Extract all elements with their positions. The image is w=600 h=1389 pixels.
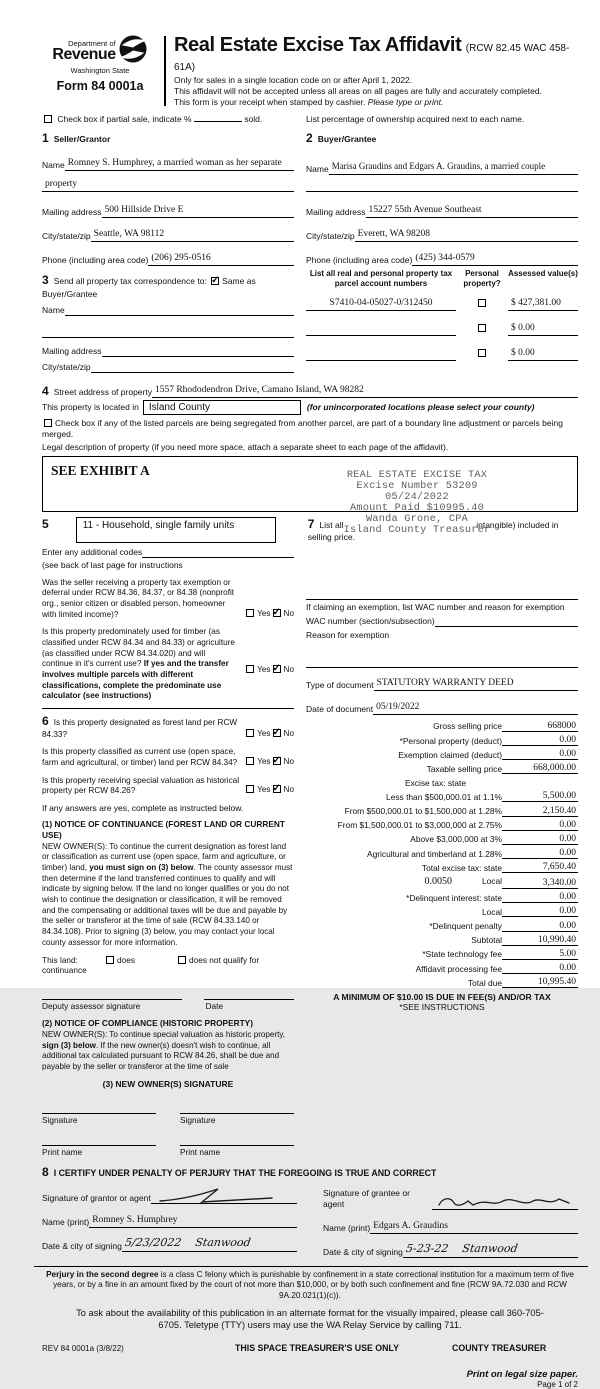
deputy-date-field[interactable] (204, 989, 294, 1000)
seller-name-label: Name (42, 160, 65, 171)
tier1-field[interactable] (502, 791, 578, 802)
ownership-percent-note: List percentage of ownership acquired next to each name. (306, 114, 525, 125)
deputy-date-label: Date (205, 1001, 224, 1012)
parcel-col-header: List all real and personal property tax parcel account numbers (309, 269, 453, 289)
street-address-field[interactable] (152, 379, 578, 398)
additional-codes-label: Enter any additional codes (42, 546, 143, 557)
seller-phone-label: Phone (including area code) (42, 255, 149, 266)
signature-label-1: Signature (42, 1114, 78, 1125)
amount-row-tier1 (306, 791, 578, 802)
amount-row-local (306, 876, 578, 889)
seller-address-field[interactable] (102, 199, 294, 218)
tier1-value: 5,500.00 (542, 791, 576, 802)
section7-post: intangible) included in selling (307, 520, 559, 543)
amount-row-delinquent-interest (306, 892, 578, 903)
local-label: Local (481, 876, 502, 887)
does-not-qualify-checkbox[interactable] (178, 956, 186, 964)
legal-description-box[interactable] (42, 456, 578, 512)
tax-column (306, 547, 578, 1157)
buyer-phone-field[interactable] (412, 247, 578, 266)
see-back-note: (see back of last page for instructions (42, 559, 183, 570)
amount-row-tech-fee (306, 949, 578, 960)
parcel-row (306, 317, 578, 336)
does-not-label: does not qualify for (189, 955, 260, 966)
classification-column (42, 547, 294, 1157)
personal-property-col-header: Personal property? (463, 269, 501, 289)
partial-sale-row (42, 114, 578, 125)
grantor-sig-label: Signature of grantor or agent (42, 1192, 151, 1203)
tier2-field[interactable] (502, 806, 578, 817)
exhibit-note: SEE EXHIBIT A (51, 463, 150, 479)
section-5-number: 5 (42, 517, 49, 532)
assessed-value-field-3[interactable] (508, 342, 578, 361)
q1-no-checkbox[interactable] (272, 606, 281, 618)
grantee-signature-image (435, 1194, 575, 1209)
stamp-line-1: REAL ESTATE EXCISE TAX (346, 469, 488, 482)
street-address-value: 1557 Rhododendron Drive, Camano Island, WA 98282 (154, 384, 364, 395)
compliance-paragraph: NEW OWNER(S): To continue special valuation as historic property, sign (3) below. If the new owner(s) doesn't wish to continue, all additional tax calculated pursuant to RCW 84.26, shall be due and payable by the seller or transferor at the time of sale (42, 1030, 286, 1072)
stamp-line-4: Amount Paid $10995.40 (350, 501, 484, 514)
stamp-line-5: Wanda Grone, CPA (365, 512, 469, 525)
form-header (42, 34, 578, 108)
county-treasurer-label: COUNTY TREASURER (452, 1342, 547, 1353)
accessibility-note: To ask about the availability of this publication in an alternate format for the visually impaired, please call 360-705-6705. Teletype (TTY) users may use the WA Relay Service by calling 711. (76, 1307, 544, 1330)
subtotal-value: 10,990.40 (538, 934, 576, 945)
buyer-name-field-line2[interactable] (306, 181, 578, 192)
print-name-label-1: Print name (42, 1146, 83, 1157)
new-owner-print-field-2[interactable] (180, 1135, 294, 1146)
parcel-row (306, 292, 578, 311)
assessed-value-col-header: Assessed value(s) (508, 269, 578, 279)
check-icon: ✓ (272, 726, 281, 738)
agricultural-label: Agricultural and timberland at 1.28% (366, 848, 502, 859)
reason-for-exemption-label: Reason for exemption (306, 629, 390, 640)
section-6-number: 6 (42, 714, 49, 729)
amount-row-tier2 (306, 806, 578, 817)
taxable-selling-price-value: 668,000.00 (533, 763, 576, 774)
same-as-buyer-checkbox[interactable] (211, 277, 219, 285)
new-owner-signature-heading: (3) NEW OWNER(S) SIGNATURE (102, 1078, 234, 1089)
grantee-date-value: 5-23-22 Stanwood (404, 1241, 519, 1255)
state-technology-fee-value: 5.00 (559, 948, 576, 959)
see-instructions-note: *SEE INSTRUCTIONS (399, 1002, 485, 1013)
excise-tax-state-spacer (502, 778, 578, 788)
continuance-heading: (1) NOTICE OF CONTINUANCE (FOREST LAND OR CURRENT USE) (42, 818, 285, 840)
q2-yes-checkbox[interactable] (246, 665, 254, 673)
correspondence-name-field[interactable] (65, 305, 294, 316)
check-icon: ✓ (272, 663, 281, 675)
buyer-address-label: Mailing address (306, 207, 366, 218)
delinquent-interest-field[interactable] (502, 892, 578, 903)
does-qualify-checkbox[interactable] (106, 956, 114, 964)
form-number: Form 84 0001a (56, 79, 144, 93)
parcel-number-field-2[interactable] (306, 325, 456, 336)
amount-row-exemption (306, 749, 578, 760)
q2-no-checkbox[interactable] (273, 665, 281, 673)
state-technology-fee-field[interactable] (502, 949, 578, 960)
subtotal-label: Subtotal (471, 935, 502, 946)
dept-of-label: Department of (68, 39, 116, 48)
grantor-date-field[interactable] (122, 1233, 297, 1252)
seller-city-label: City/state/zip (42, 231, 91, 242)
total-due-field[interactable] (502, 977, 578, 988)
q4-no-checkbox[interactable] (272, 754, 281, 766)
type-of-document-value: STATUTORY WARRANTY DEED (376, 677, 514, 688)
buyer-phone-label: Phone (including area code) (306, 255, 413, 266)
type-of-document-label: Type of document (306, 679, 374, 690)
date-of-document-value: 05/19/2022 (376, 701, 420, 712)
assessed-value-3: $ 0.00 (511, 348, 535, 359)
same-as-buyer-label: Same as Buyer/Grantee (42, 276, 256, 299)
check-icon: ✓ (272, 754, 281, 766)
print-name-label-2: Print name (180, 1146, 221, 1157)
header-divider (164, 36, 166, 106)
assessed-value-field-2[interactable] (508, 317, 578, 336)
amount-row-agricultural (306, 848, 578, 859)
tier2-value: 2,150.40 (542, 805, 576, 816)
section-3-number: 3 (42, 273, 49, 288)
amount-row-gross (306, 721, 578, 732)
stamp-line-6: Island County Treasurer (343, 523, 491, 536)
does-label: does (117, 955, 135, 966)
q3-no-checkbox[interactable] (272, 726, 281, 738)
title-block (174, 34, 578, 108)
buyer-name-field[interactable] (329, 156, 578, 175)
wac-number-label: WAC number (section/subsection) (306, 615, 435, 626)
affidavit-processing-fee-field[interactable] (502, 963, 578, 974)
buyer-city-label: City/state/zip (306, 231, 355, 242)
revenue-logo-icon (118, 34, 148, 69)
tier3-value: 0.00 (559, 819, 576, 830)
parcel-table (306, 269, 578, 373)
correspondence-address-label: Mailing address (42, 345, 102, 356)
grantee-name-field[interactable] (370, 1215, 578, 1234)
compliance-heading: (2) NOTICE OF COMPLIANCE (HISTORIC PROPERTY) (42, 1018, 253, 1029)
total-due-label: Total due (468, 977, 502, 988)
section-4-number: 4 (42, 383, 49, 398)
amount-row-processing-fee (306, 963, 578, 974)
county-select[interactable]: Island County (143, 400, 301, 415)
page-title: Real Estate Excise Tax Affidavit (174, 34, 462, 56)
question-current-use: Is this property classified as current use (open space, farm and agricultural, or timber) land per RCW 84.34? Yes ✓ No (42, 747, 294, 767)
local-value: 3,340.00 (542, 877, 576, 888)
correspondence-label: Send all property tax correspondence to: (53, 276, 207, 287)
this-land-row (42, 955, 294, 965)
header-note-2: This affidavit will not be accepted unless all areas on all pages are fully and accurately completed. (174, 86, 542, 97)
title-rcw-ref: (RCW 82.45 WAC 458-61A) (174, 43, 570, 73)
segregated-label: Check box if any of the listed parcels are being segregated from another parcel, are part of a boundary line adjustment or parcels being merged. (42, 417, 563, 440)
delinquent-penalty-label: *Delinquent penalty (429, 921, 502, 931)
buyer-title: Buyer/Grantee (317, 134, 377, 145)
grantee-signature-block (323, 1183, 578, 1258)
correspondence-city-label: City/state/zip (42, 361, 91, 372)
washington-state-label: Washington State (70, 66, 130, 75)
treasurer-use-label: THIS SPACE TREASURER'S USE ONLY (235, 1342, 399, 1353)
personal-property-checkbox-1[interactable] (478, 299, 486, 307)
state-technology-fee-label: *State technology fee (422, 949, 502, 960)
section-seller (42, 129, 294, 266)
seller-name-value: Romney S. Humphrey, a married woman as her separate (67, 158, 282, 169)
page-indicator: Page 1 of 2 (537, 1379, 578, 1389)
local-rate-value: 0.0050 (424, 876, 452, 888)
delinquent-penalty-value: 0.00 (559, 920, 576, 931)
partial-sale-label: Check box if partial sale, indicate % (57, 114, 192, 125)
local-field[interactable] (502, 878, 578, 889)
this-land-label: This land: (42, 955, 78, 966)
question-forest-land: 6 Is this property designated as forest land per RCW 84.33? Yes ✓ No (42, 714, 294, 739)
buyer-name-value: Marisa Graudins and Edgars A. Graudins, a married couple (331, 161, 546, 172)
continuance-word: continuance (42, 965, 87, 976)
agency-logo-block (42, 34, 158, 108)
local-interest-value: 0.00 (559, 906, 576, 917)
revenue-label: Revenue (52, 46, 116, 63)
amount-row-tier3 (306, 820, 578, 831)
assessed-value-field-1[interactable] (508, 292, 578, 311)
personal-property-deduct-label: *Personal property (deduct) (399, 735, 502, 746)
amount-row-taxable (306, 763, 578, 774)
total-due-value: 10,995.40 (538, 977, 576, 988)
seller-name-field[interactable] (65, 152, 294, 171)
use-code-field[interactable]: 11 - Household, single family units (76, 517, 276, 543)
section-correspondence (42, 273, 294, 373)
tier3-field[interactable] (502, 820, 578, 831)
section-7-text (308, 517, 560, 543)
correspondence-name-label: Name (42, 304, 65, 315)
correspondence-address-field[interactable] (102, 346, 294, 357)
grantee-name-value: Edgars A. Graudins (373, 1220, 448, 1231)
affidavit-processing-fee-value: 0.00 (559, 963, 576, 974)
gross-selling-price-value: 668000 (547, 720, 576, 731)
amount-row-excise-header (306, 778, 578, 789)
exemption-claimed-value: 0.00 (559, 749, 576, 760)
buyer-address-value: 15227 55th Avenue Southeast (368, 205, 482, 216)
exemption-claimed-label: Exemption claimed (deduct) (398, 749, 502, 760)
assessed-value-1: $ 427,381.00 (511, 298, 561, 309)
seller-city-field[interactable] (91, 223, 294, 242)
personal-property-deduct-value: 0.00 (559, 735, 576, 746)
date-of-document-field[interactable] (373, 696, 578, 715)
delinquent-penalty-field[interactable] (502, 921, 578, 932)
agricultural-field[interactable] (502, 848, 578, 859)
new-owner-signature-field-2[interactable] (180, 1103, 294, 1114)
amount-row-delinquent-penalty (306, 921, 578, 932)
parcel-number-value: S7410-04-05027-0/312450 (329, 298, 433, 309)
partial-sale-suffix: sold. (244, 114, 263, 125)
q3-yes-checkbox[interactable] (246, 729, 254, 737)
amount-row-subtotal (306, 935, 578, 946)
buyer-city-field[interactable] (355, 223, 578, 242)
tier4-field[interactable] (502, 834, 578, 845)
section-8-number: 8 (42, 1164, 49, 1179)
street-address-label: Street address of property (53, 386, 152, 397)
question-forest-text: Is this property designated as forest land per RCW 84.33? (42, 718, 238, 739)
question-current-use-text: Is this property classified as current use (open space, farm and agricultural, or timber) land per RCW 84.34? (42, 747, 238, 767)
section-7-number: 7 (307, 517, 315, 532)
minimum-due-note: A MINIMUM OF $10.00 IS DUE IN FEE(S) AND/OR TAX (333, 992, 551, 1003)
seller-city-value: Seattle, WA 98112 (93, 229, 165, 240)
grantor-name-value: Romney S. Humphrey (92, 1214, 178, 1225)
section7-post2: price. (334, 532, 355, 543)
amount-row-total-state (306, 862, 578, 873)
personal-property-checkbox-2[interactable] (478, 324, 486, 332)
stamp-line-3: 05/24/2022 (385, 490, 449, 503)
question-historical: Is this property receiving special valuation as historical property per RCW 84.26? Yes ✓ No (42, 775, 294, 796)
stamp-line-2: Excise Number 53209 (356, 480, 478, 493)
grantee-sig-label: Signature of grantee or agent (323, 1187, 410, 1209)
grantee-name-label: Name (print) (323, 1222, 371, 1233)
seller-address-value: 500 Hillside Drive E (104, 205, 184, 216)
correspondence-blank-field[interactable] (42, 327, 294, 338)
footer-row (42, 1343, 578, 1353)
grantor-signature-image (154, 1188, 284, 1203)
perjury-note: Perjury in the second degree is a class C felony which is punishable by confinement in a state correctional institution for a maximum term of five years, or by a fine in an amount fixed by the court of not more than $10,000, or by both such confinement and fine (RCW 9A.72.030 and RCW 9A.20.021(1)(c)). (46, 1269, 574, 1301)
print-legal-size-note: Print on legal size paper. (466, 1368, 578, 1380)
personal-property-checkbox-3[interactable] (478, 349, 486, 357)
check-icon: ✓ (272, 783, 281, 795)
check-icon: ✓ (272, 606, 281, 618)
section-1-number: 1 (42, 131, 49, 146)
tier4-label: Above $3,000,000 at 3% (410, 834, 502, 845)
tier2-label: From $500,000.01 to $1,500,000 at 1.28% (344, 806, 502, 816)
if-any-yes-note: If any answers are yes, complete as instructed below. (42, 802, 244, 813)
legal-description-label: Legal description of property (if you need more space, attach a separate sheet to each page of the affidavit). (42, 442, 449, 453)
gross-selling-price-label: Gross selling price (433, 721, 502, 732)
tier4-value: 0.00 (559, 833, 576, 844)
taxable-selling-price-label: Taxable selling price (426, 763, 502, 774)
seller-phone-value: (206) 295-0516 (151, 253, 211, 264)
assessed-value-2: $ 0.00 (511, 323, 535, 334)
delinquent-interest-value: 0.00 (559, 892, 576, 903)
seller-name-field-line2[interactable] (42, 173, 294, 192)
header-note-3: This form is your receipt when stamped by cashier. Please type or print. (174, 97, 444, 108)
grantor-name-label: Name (print) (42, 1216, 90, 1227)
new-owner-signature-field-1[interactable] (42, 1103, 156, 1114)
amount-row-tier4 (306, 834, 578, 845)
header-note-1: Only for sales in a single location code on or after April 1, 2022. (174, 75, 413, 85)
q4-yes-checkbox[interactable] (246, 757, 254, 765)
total-excise-state-field[interactable] (502, 862, 578, 873)
amount-row-personal (306, 735, 578, 746)
grantor-signature-block (42, 1183, 297, 1258)
signature-label-2: Signature (180, 1114, 216, 1125)
buyer-address-field[interactable] (366, 199, 578, 218)
partial-sale-checkbox[interactable] (44, 115, 52, 123)
seller-name-value-2: property (45, 179, 78, 190)
affidavit-processing-fee-label: Affidavit processing fee (415, 963, 502, 974)
rev-form-number: REV 84 0001a (3/8/22) (42, 1343, 124, 1353)
section-2-number: 2 (306, 131, 313, 146)
grantee-signature-field[interactable] (432, 1194, 578, 1210)
grantee-date-label: Date & city of signing (323, 1246, 403, 1257)
tier1-label: Less than $500,000.01 at 1.1% (386, 791, 502, 802)
q1-yes-checkbox[interactable] (246, 609, 254, 617)
buyer-city-value: Everett, WA 98208 (357, 229, 431, 240)
amount-row-local-interest (306, 906, 578, 917)
new-owner-print-field-1[interactable] (42, 1135, 156, 1146)
personal-property-deduct-field[interactable] (502, 735, 578, 746)
question-predominate-bold: If yes and the transfer involves multiple parcels with different classifications, complete the predominate use calculator (see instructions) (42, 659, 229, 701)
partial-sale-percent-field[interactable] (194, 121, 242, 122)
buyer-name-label: Name (306, 164, 329, 175)
parcel-number-field[interactable] (306, 292, 456, 311)
exemption-heading: If claiming an exemption, list WAC number and reason for exemption (306, 601, 565, 612)
section-buyer (306, 129, 578, 266)
question-predominate-text: Is this property predominately used for timber (as classified under RCW 84.34 and 84.33) or agriculture (as classified under RCW 84.34.020) and will continue in it's current use? (42, 627, 235, 669)
correspondence-city-field[interactable] (91, 362, 294, 373)
seller-address-label: Mailing address (42, 207, 102, 218)
check-icon: ✓ (211, 275, 220, 287)
delinquent-interest-label: *Delinquent interest: state (406, 892, 502, 903)
grantor-name-field[interactable] (89, 1209, 297, 1228)
segregated-checkbox[interactable] (44, 419, 52, 427)
question-exemption-deferral: Was the seller receiving a property tax exemption or deferral under RCW 84.36, 84.37, or 84.38 (nonprofit org., senior citizen or disabled person, homeowner with limited income)? Yes ✓ No (42, 577, 294, 619)
deputy-assessor-label: Deputy assessor signature (42, 1001, 141, 1012)
grantor-date-value: 5/23/2022 Stanwood (123, 1235, 252, 1249)
excise-tax-state-label: Excise tax: state (405, 777, 466, 788)
amount-row-total-due (306, 977, 578, 988)
question-exemption-text: Was the seller receiving a property tax exemption or deferral under RCW 84.36, 84.37, or 84.38 (nonprofit org., senior citizen or disabled person, homeowner with limited income)? (42, 577, 235, 619)
q5-no-checkbox[interactable] (273, 785, 281, 793)
buyer-phone-value: (425) 344-0579 (415, 253, 475, 264)
seller-title: Seller/Grantor (53, 134, 111, 145)
section-certify (42, 1163, 578, 1258)
date-of-document-label: Date of document (306, 703, 374, 714)
parcel-row (306, 342, 578, 361)
local-interest-field[interactable] (502, 906, 578, 917)
type-of-document-field[interactable] (374, 672, 578, 691)
tier3-label: From $1,500,000.01 to $3,000,000 at 2.75% (337, 820, 502, 831)
certify-heading: I CERTIFY UNDER PENALTY OF PERJURY THAT THE FOREGOING IS TRUE AND CORRECT (53, 1167, 437, 1178)
grantee-date-field[interactable] (403, 1239, 578, 1258)
grantor-signature-field[interactable] (151, 1188, 297, 1204)
question-historical-text: Is this property receiving special valuation as historical property per RCW 84.26? (42, 775, 240, 796)
parcel-number-field-3[interactable] (306, 350, 456, 361)
section7-pre: List all (319, 520, 344, 531)
total-excise-state-label: Total excise tax: state (421, 862, 502, 873)
agricultural-value: 0.00 (559, 848, 576, 859)
wac-number-field[interactable] (435, 616, 578, 627)
grantor-date-label: Date & city of signing (42, 1240, 122, 1251)
deputy-assessor-signature-field[interactable] (42, 989, 182, 1000)
total-excise-state-value: 7,650.40 (542, 862, 576, 873)
additional-codes-field[interactable] (142, 547, 294, 558)
section5-7-row (42, 517, 578, 543)
located-in-label: This property is located in (42, 401, 139, 412)
section-property (42, 379, 578, 453)
exemption-claimed-field[interactable] (502, 749, 578, 760)
question-predominate-use: Is this property predominately used for timber (as classified under RCW 84.34 and 84.33) or agriculture (as classified under RCW 84.34.020) and will continue in it's current use? If yes and the transfer involves multiple parcels with different classifications, complete the predominate use calculator (see instructions) Yes ✓ No (42, 627, 294, 701)
subtotal-field[interactable] (502, 935, 578, 946)
gross-selling-price-field[interactable] (502, 721, 578, 732)
local-interest-label: Local (481, 906, 502, 917)
continuance-paragraph: NEW OWNER(S): To continue the current designation as forest land or classification as current use (open space, farm and agriculture, or timber) land, you must sign on (3) below. The county assessor must then determine if the land transferred continues to qualify and will indicate by signing below. If the land no longer qualifies or you do not wish to continue the designation or classification, it will be removed and the compensating or additional taxes will be due and payable by the seller or transferor at the time of sale (RCW 84.33.140 or 84.34.108). Prior to signing (3) below, you may contact your local county assessor for more information. (42, 841, 293, 947)
county-note: (for unincorporated locations please select your county) (306, 401, 535, 412)
q5-yes-checkbox[interactable] (246, 785, 254, 793)
seller-phone-field[interactable] (148, 247, 294, 266)
taxable-selling-price-field[interactable] (502, 763, 578, 774)
